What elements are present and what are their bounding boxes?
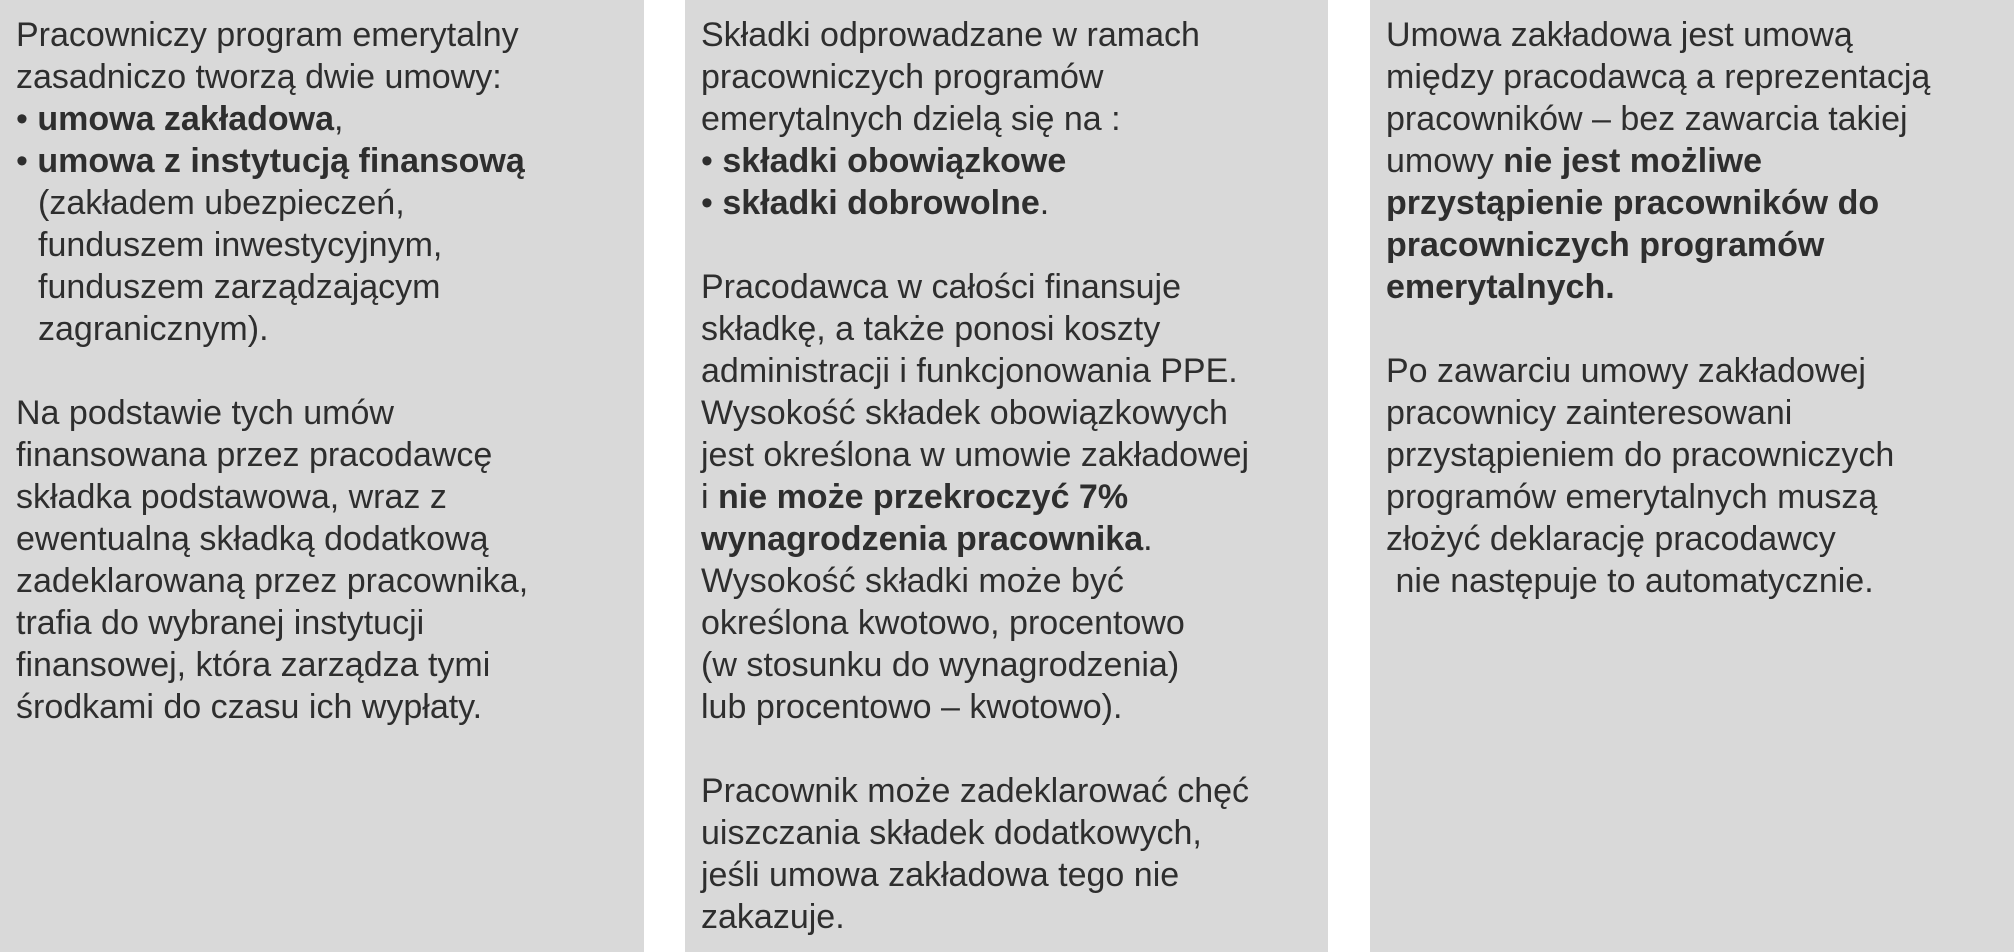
bullet-bold-text: umowa zakładowa [37,100,334,138]
bullet-mark: • [701,142,723,180]
bullet-bold-text: składki obowiązkowe [722,142,1067,180]
text-line: pracowniczych programów [701,58,1104,96]
text-line: administracji i funkcjonowania PPE. [701,352,1238,390]
text-line: Wysokość składek obowiązkowych [701,394,1228,432]
paragraph-gap [701,224,1312,266]
sub-line: (zakładem ubezpieczeń, [38,184,405,222]
text-line: Składki odprowadzane w ramach [701,16,1200,54]
text-line: jeśli umowa zakładowa tego nie [701,856,1180,894]
text-line: między pracodawcą a reprezentacją [1386,58,1931,96]
text-line: składka podstawowa, wraz z [16,478,447,516]
paragraph-gap [1386,308,1998,350]
text-line: Pracodawca w całości finansuje [701,268,1182,306]
text-line: Wysokość składki może być [701,562,1124,600]
text-line: składkę, a także ponosi koszty [701,310,1161,348]
bullet-bold-text: składki dobrowolne [722,184,1040,222]
text-line: przystąpieniem do pracowniczych [1386,436,1895,474]
text-prefix: umowy [1386,142,1504,180]
text-line: Po zawarciu umowy zakładowej [1386,352,1866,390]
bullet-mark: • [16,142,38,180]
text-line: uiszczania składek dodatkowych, [701,814,1202,852]
sub-line: funduszem zarządzającym [38,268,441,306]
text-line: programów emerytalnych muszą [1386,478,1878,516]
text-line: finansowej, która zarządza tymi [16,646,491,684]
text-line: finansowana przez pracodawcę [16,436,493,474]
text-line: nie następuje to automatycznie. [1386,562,1874,600]
text-line: lub procentowo – kwotowo). [701,688,1123,726]
paragraph-gap [16,350,628,392]
text-line: Pracownik może zadeklarować chęć [701,772,1250,810]
text-line [701,518,1312,560]
bullet-tail: . [1039,184,1050,222]
emphasis-text: nie jest możliwe [1503,142,1762,180]
bullet-tail: , [334,100,344,138]
emphasis-text: nie może przekroczyć 7% [718,478,1129,516]
bullet-item [16,140,628,182]
text-line [701,476,1312,518]
text-line: emerytalnych dzielą się na : [701,100,1121,138]
emphasis-text: wynagrodzenia pracownika [701,520,1144,558]
text-line: zasadniczo tworzą dwie umowy: [16,58,502,96]
bullet-item [701,140,1312,182]
text-line [1386,140,1998,182]
text-line: (w stosunku do wynagrodzenia) [701,646,1180,684]
text-line: zakazuje. [701,898,845,936]
emphasis-text: emerytalnych. [1386,268,1615,306]
paragraph-gap [701,728,1312,770]
text-line: trafia do wybranej instytucji [16,604,425,642]
bullet-item [16,98,628,140]
emphasis-text: przystąpienie pracowników do [1386,184,1880,222]
text-line: zadeklarowaną przez pracownika, [16,562,529,600]
text-line: pracowników – bez zawarcia takiej [1386,100,1908,138]
text-line: ewentualną składką dodatkową [16,520,489,558]
text-line: jest określona w umowie zakładowej [701,436,1250,474]
panel-agreements [0,0,644,952]
sub-line: zagranicznym). [38,310,269,348]
panel-contributions [685,0,1328,952]
text-line: Na podstawie tych umów [16,394,394,432]
text-line: Pracowniczy program emerytalny [16,16,519,54]
text-line: określona kwotowo, procentowo [701,604,1185,642]
text-prefix: i [701,478,718,516]
emphasis-text: pracowniczych programów [1386,226,1825,264]
sub-line: funduszem inwestycyjnym, [38,226,443,264]
text-line: Umowa zakładowa jest umową [1386,16,1853,54]
text-line: złożyć deklarację pracodawcy [1386,520,1836,558]
text-tail: . [1143,520,1153,558]
bullet-bold-text: umowa z instytucją finansową [37,142,525,180]
bullet-mark: • [16,100,38,138]
bullet-item [701,182,1312,224]
panel-company-agreement [1370,0,2014,952]
text-line: środkami do czasu ich wypłaty. [16,688,483,726]
bullet-mark: • [701,184,723,222]
text-line: pracownicy zainteresowani [1386,394,1793,432]
